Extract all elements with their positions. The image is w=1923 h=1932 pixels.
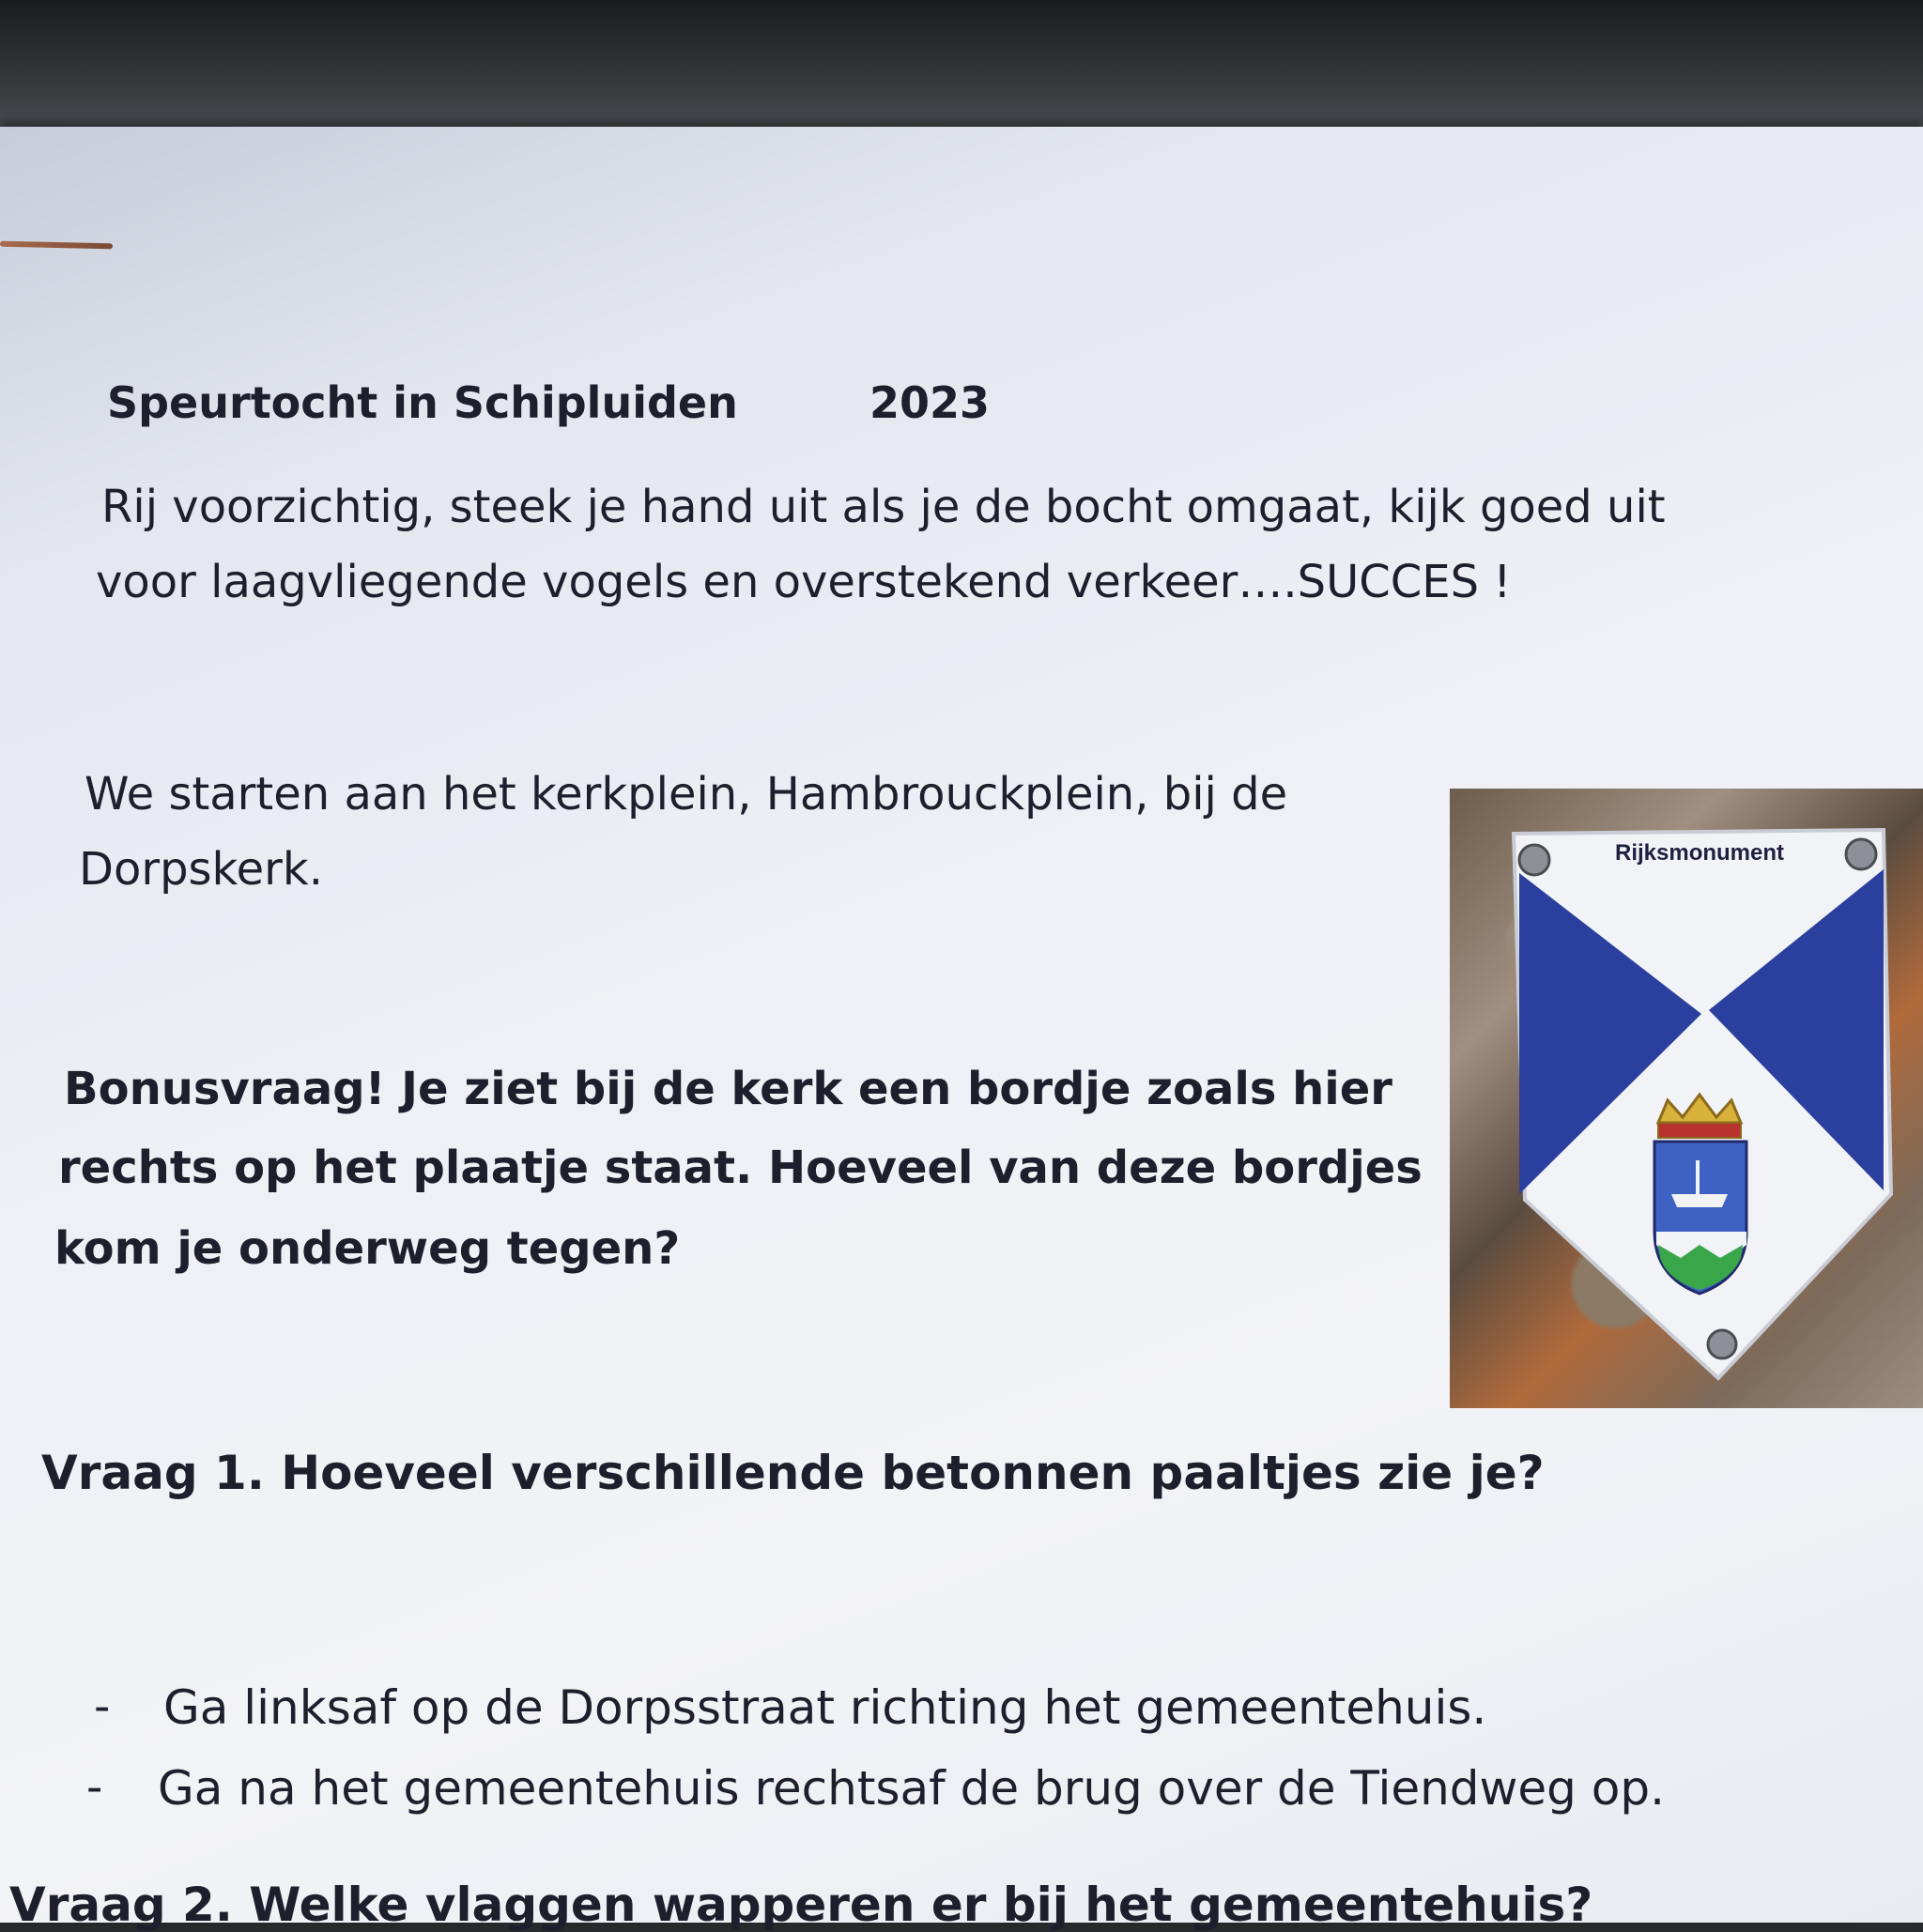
rijksmonument-shield-icon bbox=[1450, 789, 1923, 1408]
start-line-2: Dorpskerk. bbox=[79, 843, 323, 896]
bonus-question-line-1: Bonusvraag! Je ziet bij de kerk een bordje zoals hier bbox=[64, 1063, 1392, 1115]
crown-band bbox=[1658, 1123, 1741, 1138]
intro-line-2: voor laagvliegende vogels en overstekend verkeer….SUCCES ! bbox=[96, 556, 1512, 608]
step-1: Ga linksaf op de Dorpsstraat richting het gemeentehuis. bbox=[163, 1680, 1487, 1735]
screw-icon bbox=[1846, 839, 1876, 869]
bonus-question-line-3: kom je onderweg tegen? bbox=[54, 1222, 681, 1275]
document-title: Speurtocht in Schipluiden bbox=[107, 377, 738, 428]
screw-icon bbox=[1519, 845, 1549, 875]
step-2: Ga na het gemeentehuis rechtsaf de brug over de Tiendweg op. bbox=[158, 1761, 1666, 1816]
start-line-1: We starten aan het kerkplein, Hambrouckplein, bij de bbox=[85, 768, 1288, 820]
rijksmonument-sign-photo bbox=[1450, 789, 1923, 1408]
document-year: 2023 bbox=[869, 377, 991, 428]
question-2-partial: Vraag 2. Welke vlaggen wapperen er bij het gemeentehuis? bbox=[9, 1878, 1593, 1932]
step-bullet-2: - bbox=[86, 1761, 103, 1814]
screw-icon bbox=[1708, 1330, 1736, 1358]
table-background bbox=[0, 0, 1923, 141]
bonus-question-line-2: rechts op het plaatje staat. Hoeveel van deze bordjes bbox=[58, 1142, 1423, 1194]
ship-hull-icon bbox=[1671, 1194, 1728, 1207]
step-bullet-1: - bbox=[94, 1680, 111, 1733]
ship-mast bbox=[1696, 1160, 1700, 1194]
sign-label: Rijksmonument bbox=[1614, 840, 1785, 866]
intro-line-1: Rij voorzichtig, steek je hand uit als je de bocht omgaat, kijk goed uit bbox=[101, 481, 1666, 533]
question-1: Vraag 1. Hoeveel verschillende betonnen paaltjes zie je? bbox=[41, 1446, 1545, 1500]
